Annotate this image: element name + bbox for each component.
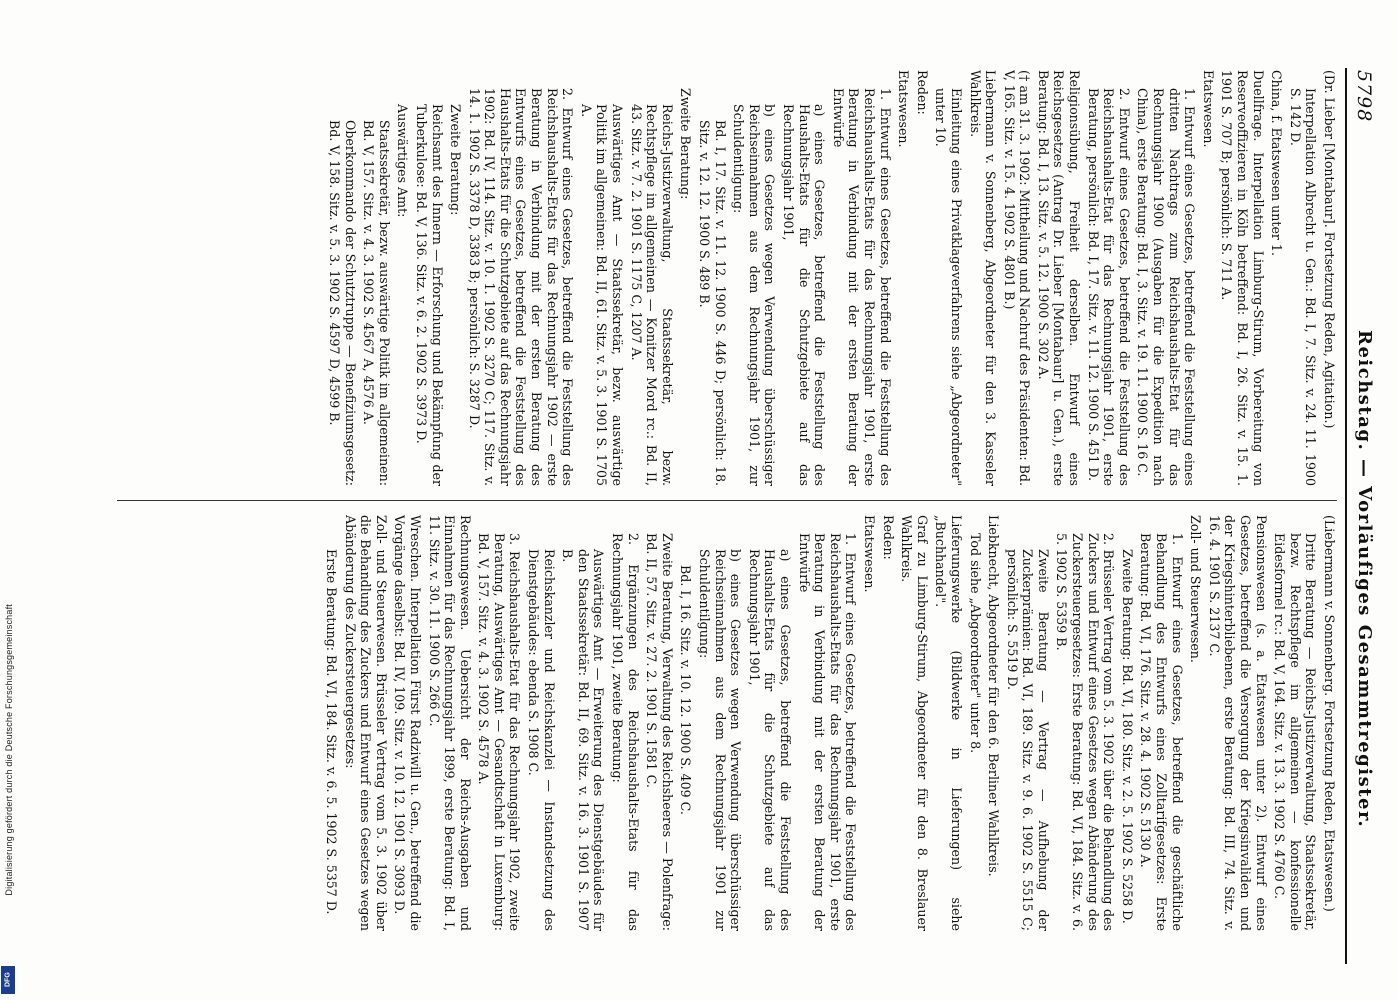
right-column-entry: Erste Beratung: Bd. VI, 184. Sitz. v. 6. 5. 1902 S. 5357 D. bbox=[323, 549, 339, 915]
left-column-entry: Zweite Beratung: bbox=[678, 88, 694, 200]
left-column-entry: Oberkommando der Schutztruppe — Benefiziumsgesetz: Bd. V, 158. Sitz. v. 5. 3. 1902 S. 4597 D, 4599 B. bbox=[326, 120, 358, 486]
left-column-entry: Interpellation Albrecht u. Gen.: Bd. I, 7. Sitz. v. 24. 11. 1900 S. 142 D. bbox=[1287, 88, 1319, 486]
left-column-entry: Reichs-Justizverwaltung, Staatssekretär, bezw. Rechtspflege im allgemeinen — Konitzer Mord rc.: Bd. II, 43. Sitz. v. 7. 2. 1901 S. 1175 C, 1207 A. bbox=[628, 104, 675, 486]
right-column-entry: 3. Reichshaushalts-Etat für das Rechnungsjahr 1902, zweite Beratung, Auswärtiges Amt — Gesandtschaft in Luxemburg: Bd. V, 157. Sitz. v. 4. 3. 1902 S. 4578 A. bbox=[476, 533, 523, 931]
right-column-entry: Zoll- und Steuerwesen. Brüsseler Vertrag vom 5. 3. 1902 über die Behandlung des Zuckers und Entwurf eines Gesetzes wegen Abänderung des Zuckersteuergesetzes: bbox=[342, 515, 389, 931]
left-column-entry: Reden: bbox=[914, 70, 930, 115]
right-column-entry: 2. Brüsseler Vertrag vom 5. 3. 1902 über die Behandlung des Zuckers und Entwurf eines Gesetzes wegen Abänderung des Zuckersteuergesetzes: Erste Beratung: Bd. VI, 184. Sitz. v. 6. 5. 1902 S. 5359 B. bbox=[1054, 533, 1117, 931]
right-column-entry: b) eines Gesetzes wegen Verwendung überschüssiger Reichseinnahmen aus dem Rechnungsjahr 1901 zur Schuldentilgung: bbox=[697, 549, 744, 931]
left-column-entry: Auswärtiges Amt: bbox=[395, 104, 411, 218]
right-column-entry: a) eines Gesetzes, betreffend die Feststellung des Haushalts-Etats für die Schutzgebiete auf das Rechnungsjahr 1901, bbox=[746, 549, 793, 931]
right-column-entry: 1. Entwurf eines Gesetzes, betreffend die geschäftliche Behandlung des Entwurfs eines Zolltarifgesetzes: Erste Beratung: Bd. VI, 176. Sitz. v. 28. 4. 1902 S. 5130 A. bbox=[1138, 533, 1185, 931]
right-column-entry: Bd. I, 16. Sitz. v. 10. 12. 1900 S. 409 C. bbox=[678, 565, 694, 815]
column-divider bbox=[117, 500, 1337, 501]
left-column-entry: Liebermann v. Sonnenberg, Abgeordneter für den 3. Kasseler Wahlkreis. bbox=[967, 70, 999, 486]
right-column-entry: Wreschen. Interpellation Fürst Radziwill u. Gen., betreffend die Vorgänge daselbst: Bd. IV, 109. Sitz. v. 10. 12. 1901 S. 3093 D. bbox=[392, 515, 423, 931]
left-column-entry: 2. Entwurf eines Gesetzes, betreffend die Feststellung des Reichshaushalts-Etat für das Rechnungsjahr 1901, erste Beratung, persönlich: Bd. I, 17. Sitz. v. 11. 12. 1900 S. 451 D. bbox=[1085, 88, 1132, 486]
right-column-entry: Zweite Beratung — Vertrag — Aufhebung der Zuckerprämien: Bd. VI, 189. Sitz. v. 9. 6. 1902 S. 5515 C; persönlich: S. 5519 D. bbox=[1004, 549, 1051, 931]
right-column-entry: Graf zu Limburg-Stirum, Abgeordneter für den 8. Breslauer Wahlkreis. bbox=[899, 515, 930, 931]
left-column-entry: China, f. Etatswesen unter 1. bbox=[1269, 70, 1285, 256]
left-column-entry: Staatssekretär, bezw. auswärtige Politik im allgemeinen: Bd. V, 157. Sitz. v. 4. 3. 1902 S. 4567 A, 4576 A. bbox=[361, 120, 392, 486]
right-column-entry: 1. Entwurf eines Gesetzes, betreffend die Feststellung des Reichshaushalts-Etats für das Rechnungsjahr 1901, erste Beratung in Verbindung mit der ersten Beratung der Entwürfe bbox=[796, 533, 859, 931]
right-column-entry: Reichskanzler und Reichskanzlei — Instandsetzung des Dienstgebäudes: ebenda S. 1908 C. bbox=[526, 549, 557, 931]
left-column-entry: Etatswesen. bbox=[1200, 70, 1216, 148]
left-column-entry: 2. Entwurf eines Gesetzes, betreffend die Feststellung des Reichshaushalts-Etats für das Rechnungsjahr 1902 — erste Beratung in Verbindung mit der ersten Beratung des Entwurfs eines Gesetzes, betreffend die Feststellung des Haushalts-Etats für die Schutzgebiete auf das Rechnungsjahr 1902: Bd. IV, 114. Sitz. v. 10. 1. 1902 S. 3270 C; 117. Sitz. v. 14. 1. 1902 S. 3378 D, 3383 B; persönlich: S. 3287 D. bbox=[466, 88, 576, 486]
left-column-entry: a) eines Gesetzes, betreffend die Feststellung des Haushalts-Etats für die Schutzgebiete auf das Rechnungsjahr 1901, bbox=[781, 104, 828, 486]
right-column-entry: Zoll- und Steuerwesen. bbox=[1188, 515, 1204, 663]
right-column bbox=[117, 515, 1337, 931]
right-column-entry: Zweite Beratung, Verwaltung des Reichsheeres — Polenfrage: Bd. II, 57. Sitz. v. 27. 2. 1901 S. 1581 C. bbox=[644, 533, 675, 931]
left-column-entry: Zweite Beratung: bbox=[448, 104, 464, 216]
right-column-entry: 2. Ergänzungen des Reichshaushalts-Etats für das Rechnungsjahr 1901, zweite Beratung: bbox=[610, 533, 641, 931]
left-column-entry: Etatswesen. bbox=[896, 70, 912, 148]
left-column-entry: († am 31. 3. 1902: Mittheilung und Nachruf des Präsidenten: Bd. V, 165. Sitz. v. 15. 4. 1902 S. 4801 B.) bbox=[1001, 70, 1033, 486]
right-column-entry: Reden: bbox=[880, 515, 896, 560]
left-column-entry: 1. Entwurf eines Gesetzes, betreffend die Feststellung des Reichshaushalts-Etats für das Rechnungsjahr 1901, erste Beratung in Verbindung mit der ersten Beratung der Entwürfe bbox=[830, 88, 893, 486]
running-head: Reichstag. — Vorläufiges Gesammtregister. bbox=[1354, 330, 1375, 829]
page-number: 5798 bbox=[1353, 70, 1375, 123]
right-column-entry: Zweite Beratung: Bd. VI, 180. Sitz. v. 2. 5. 1902 S. 5258 D. bbox=[1119, 549, 1135, 924]
right-column-entry: Liebknecht, Abgeordneter für den 6. Berliner Wahlkreis. bbox=[986, 515, 1002, 877]
left-column-entry: Duellfrage. Interpellation Limburg-Stirum, Vorbereitung von Reserveoffizieren in Köln betreffend: Bd. I, 26. Sitz. v. 15. 1. 1901 S. 707 B; persönlich: S. 711 A. bbox=[1219, 70, 1266, 486]
header-rule bbox=[1345, 68, 1347, 964]
right-column-entry: Auswärtiges Amt — Erweiterung des Dienstgebäudes für den Staatssekretär: Bd. II, 69. Sitz. v. 16. 3. 1901 S. 1907 B. bbox=[560, 549, 607, 931]
left-column-entry: (Dr. Lieber [Montabaur]. Fortsetzung Reden, Agitation.) bbox=[1322, 70, 1337, 429]
digitization-credit: Digitalisierung gefördert durch die Deutsche Forschungsgemeinschaft bbox=[4, 604, 14, 896]
right-column-entry: Dritte Beratung — Reichs-Justizverwaltung, Staatssekretär, bezw. Rechtspflege im allgemeinen — konfessionelle Eidesformel rc.: Bd. V, 164. Sitz. v. 13. 3. 1902 S. 4760 C. bbox=[1272, 533, 1319, 931]
left-column-entry: 1. Entwurf eines Gesetzes, betreffend die Feststellung eines dritten Nachtrags zum Reichshaushalts-Etat für das Rechnungsjahr 1900 (Ausgaben für die Expedition nach China), erste Beratung: Bd. I, 3. Sitz. v. 19. 11. 1900 S. 16 C. bbox=[1135, 88, 1198, 486]
right-column-entry: Lieferungswerke (Bildwerke in Lieferungen) siehe „Buchhandel". bbox=[933, 515, 964, 931]
right-column-entry: Etatswesen. bbox=[861, 515, 877, 593]
left-column-entry: Bd. I, 17. Sitz. v. 11. 12. 1900 S. 446 D; persönlich: 18. Sitz. v. 12. 12. 1900 S. 489 B. bbox=[697, 120, 728, 486]
left-column-entry: Auswärtiges Amt — Staatssekretär, bezw. auswärtige Politik im allgemeinen: Bd. II, 61. Sitz. v. 5. 3. 1901 S. 1705 A. bbox=[578, 104, 626, 486]
left-column-entry: Reichsamt des Innern — Erforschung und Bekämpfung der Tuberkulose: Bd. V, 136. Sitz. v. 6. 2. 1902 S. 3973 D. bbox=[413, 104, 445, 486]
right-column-entry: Tod siehe „Abgeordneter" unter 8. bbox=[967, 533, 983, 754]
right-column-entry: Rechnungswesen. Uebersicht der Reichs-Ausgaben und Einnahmen für das Rechnungsjahr 1899, erste Beratung: Bd. I, 11. Sitz. v. 30. 11. 1900 S. 266 C. bbox=[426, 515, 473, 931]
right-column-entry: (Liebermann v. Sonnenberg. Fortsetzung Reden, Etatswesen.) bbox=[1322, 515, 1337, 912]
left-column-entry: Religionsübung, Freiheit derselben. Entwurf eines Reichsgesetzes (Antrag Dr. Lieber [Montabaur] u. Gen.), erste Beratung: Bd. I, 13. Sitz. v. 5. 12. 1900 S. 302 A. bbox=[1035, 70, 1083, 486]
left-column-entry: b) eines Gesetzes wegen Verwendung überschüssiger Reichseinnahmen aus dem Rechnungsjahr 1901, zur Schuldentilgung: bbox=[731, 104, 778, 486]
left-column bbox=[117, 70, 1337, 486]
left-column-entry: Einleitung eines Privatklageverfahrens siehe „Abgeordneter" unter 10. bbox=[933, 88, 964, 486]
right-column-entry: Pensionswesen (s. a. Etatswesen unter 2). Entwurf eines Gesetzes, betreffend die Versorgung der Kriegsinvaliden und der Kriegshinterbliebenen, erste Beratung: Bd. III, 74. Sitz. v. 16. 4. 1901 S. 2137 C. bbox=[1206, 515, 1269, 931]
dfg-logo: DFG bbox=[1, 966, 15, 994]
